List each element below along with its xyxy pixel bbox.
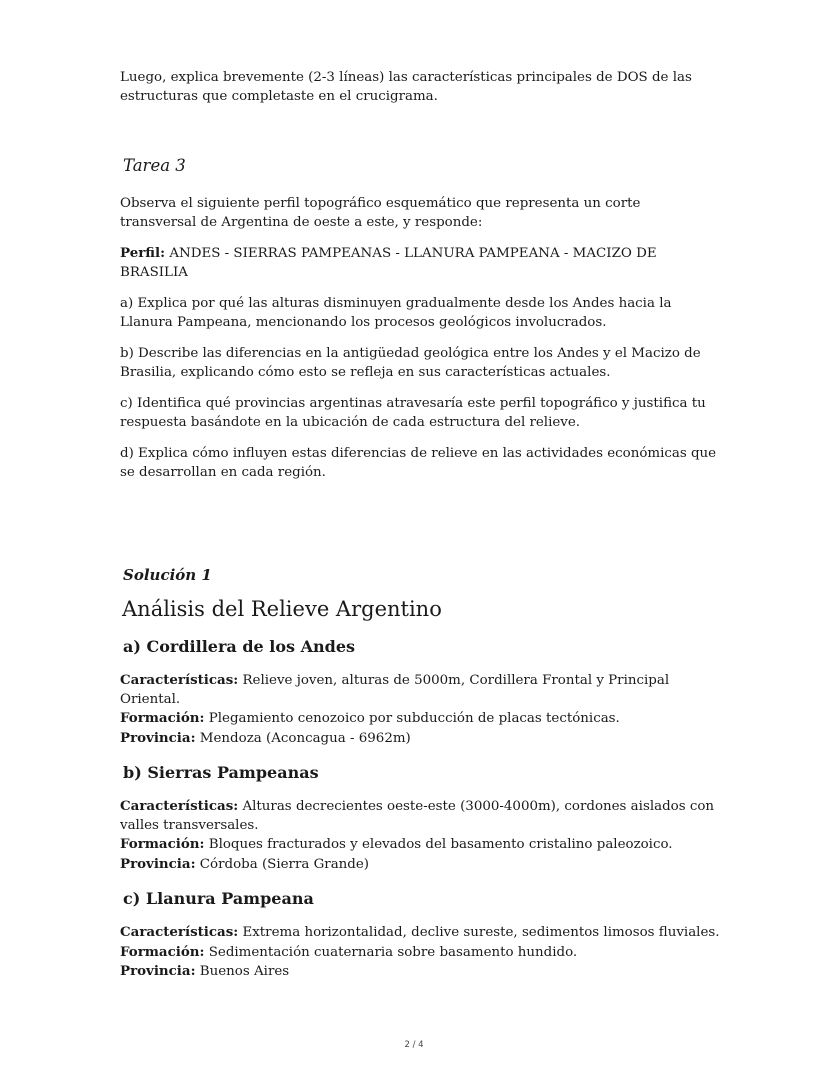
section-title-sierras: b) Sierras Pampeanas bbox=[123, 763, 319, 782]
profile-line bbox=[120, 244, 720, 282]
task-3-section bbox=[120, 156, 720, 482]
task-3-intro: Observa el siguiente perfil topográfico esquemático que representa un corte transversal de Argentina de oeste a este, y responde: bbox=[120, 196, 641, 230]
features-value: Alturas decrecientes oeste-este (3000-4000m), cordones aislados con valles transversales. bbox=[120, 799, 715, 833]
section-andes-features bbox=[120, 671, 720, 709]
formation-label: Formación: bbox=[120, 943, 205, 960]
section-sierras-features bbox=[120, 797, 720, 835]
section-sierras-province bbox=[120, 855, 720, 875]
intro-paragraph: Luego, explica brevemente (2-3 líneas) las características principales de DOS de las estructuras que completaste en el crucigrama. bbox=[120, 70, 692, 104]
question-b: b) Describe las diferencias en la antigüedad geológica entre los Andes y el Macizo de Brasilia, explicando cómo esto se refleja en sus características actuales. bbox=[120, 346, 701, 380]
section-andes-formation bbox=[120, 709, 720, 729]
solution-label: Solución 1 bbox=[123, 566, 212, 584]
formation-label: Formación: bbox=[120, 710, 205, 726]
features-value: Relieve joven, alturas de 5000m, Cordillera Frontal y Principal Oriental. bbox=[120, 673, 670, 707]
profile-value: ANDES - SIERRAS PAMPEANAS - LLANURA PAMPEANA - MACIZO DE BRASILIA bbox=[120, 246, 657, 280]
section-title-andes: a) Cordillera de los Andes bbox=[123, 637, 355, 656]
section-andes-province bbox=[120, 729, 720, 749]
task-3-title: Tarea 3 bbox=[123, 156, 186, 175]
section-llanura bbox=[120, 889, 720, 982]
profile-label: Perfil: bbox=[120, 245, 166, 261]
formation-value: Bloques fracturados y elevados del basamento cristalino paleozoico. bbox=[208, 837, 673, 852]
features-label: Características: bbox=[120, 924, 239, 940]
formation-label: Formación: bbox=[120, 836, 205, 852]
page-content bbox=[120, 68, 720, 997]
formation-value: Plegamiento cenozoico por subducción de placas tectónicas. bbox=[208, 711, 620, 726]
province-value: Buenos Aires bbox=[199, 964, 290, 979]
section-sierras bbox=[120, 763, 720, 874]
features-label: Características: bbox=[120, 798, 239, 814]
question-c: c) Identifica qué provincias argentinas atravesaría este perfil topográfico y justifica tu respuesta basándote en la ubicación de cada estructura del relieve. bbox=[120, 396, 706, 430]
section-sierras-formation bbox=[120, 835, 720, 855]
features-value: Extrema horizontalidad, declive sureste, sedimentos limosos fluviales. bbox=[242, 925, 720, 940]
features-label: Características: bbox=[120, 672, 239, 688]
formation-value: Sedimentación cuaternaria sobre basamento hundido. bbox=[208, 944, 578, 960]
question-d: d) Explica cómo influyen estas diferencias de relieve en las actividades económicas que se desarrollan en cada región. bbox=[120, 446, 717, 480]
section-andes bbox=[120, 637, 720, 748]
section-llanura-province bbox=[120, 962, 720, 982]
province-label: Provincia: bbox=[120, 855, 196, 872]
province-value: Córdoba (Sierra Grande) bbox=[199, 856, 370, 872]
province-value: Mendoza (Aconcagua - 6962m) bbox=[199, 730, 411, 746]
section-title-llanura: c) Llanura Pampeana bbox=[123, 889, 314, 908]
section-llanura-features bbox=[120, 923, 720, 943]
province-label: Provincia: bbox=[120, 729, 196, 746]
solution-main-title: Análisis del Relieve Argentino bbox=[122, 597, 442, 621]
solution-section bbox=[120, 565, 720, 982]
province-label: Provincia: bbox=[120, 963, 196, 979]
section-llanura-formation bbox=[120, 943, 720, 963]
question-a: a) Explica por qué las alturas disminuyen gradualmente desde los Andes hacia la Llanura Pampeana, mencionando los procesos geológicos involucrados. bbox=[120, 296, 672, 330]
page-number: 2 / 4 bbox=[404, 1040, 424, 1050]
